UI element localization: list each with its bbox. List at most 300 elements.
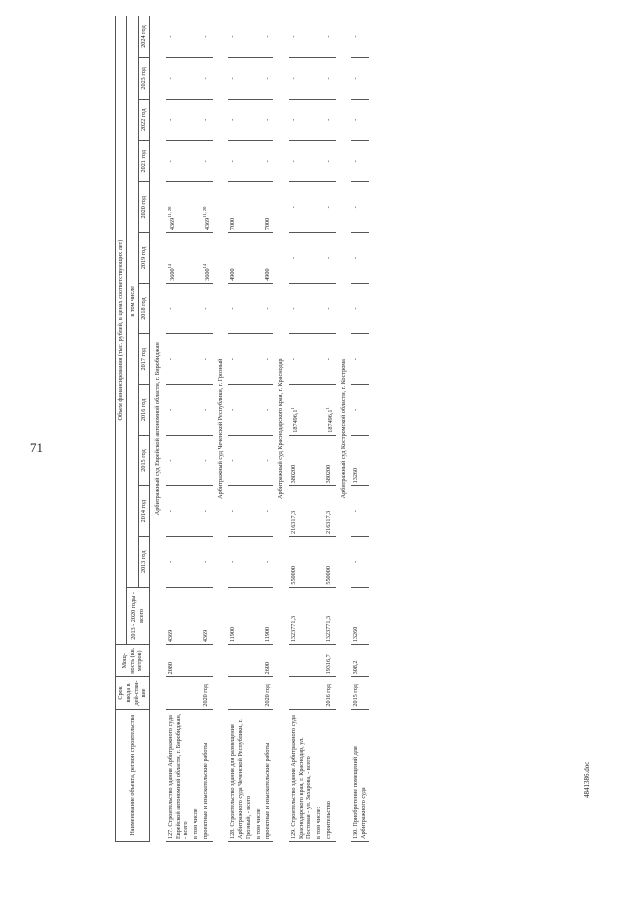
- cell-value: -: [289, 358, 297, 361]
- cell-y2024: [263, 16, 273, 58]
- cell-value: -: [264, 160, 272, 163]
- cell-y2021: [201, 141, 213, 182]
- cell-value: 3600: [168, 268, 176, 281]
- cell-term: [166, 677, 191, 709]
- cell-y2021: [263, 141, 273, 182]
- table-row: [166, 16, 191, 842]
- cell-y2015: [351, 435, 369, 486]
- cell-y2013: [351, 536, 369, 587]
- header-power: Мощ-ность (кв. метров): [116, 645, 150, 677]
- object-name: Приобретение помещений для Арбитражного суда: [352, 746, 368, 839]
- cell-total: [263, 587, 273, 645]
- cell-value: 11900: [264, 626, 272, 643]
- cell-y2014: [166, 486, 191, 537]
- cell-value: -: [264, 459, 272, 462]
- cell-y2018: [263, 283, 273, 334]
- cell-y2019: [201, 233, 213, 284]
- cell-value: -: [324, 160, 332, 163]
- cell-y2013: [201, 536, 213, 587]
- object-name-cell: [289, 709, 314, 841]
- cell-total: [351, 587, 369, 645]
- cell-y2023: [263, 58, 273, 99]
- cell-y2022: [351, 99, 369, 140]
- cell-value: -: [352, 160, 360, 163]
- cell-value: -: [201, 510, 209, 513]
- section-title: Арбитражный суд Краснодарского края, г. Краснодар: [277, 358, 285, 499]
- cell-power: [254, 645, 264, 677]
- cell-y2013: [324, 536, 336, 587]
- cell-value: -: [324, 77, 332, 80]
- object-name: в том числе: [254, 808, 262, 839]
- cell-y2015: [324, 435, 336, 486]
- cell-total: [201, 587, 213, 645]
- cell-y2015: [191, 435, 201, 486]
- cell-value: -: [264, 358, 272, 361]
- cell-value: -: [289, 118, 297, 121]
- cell-value: -: [201, 358, 209, 361]
- cell-y2014: [201, 486, 213, 537]
- object-name: Строительство здания Арбитражного суда Краснодарского края, г. Краснодар, ул. Постовая - ул. Захарова, - всего: [289, 715, 313, 839]
- header-year: 2022 год: [139, 99, 150, 140]
- section-title-row: [150, 16, 166, 842]
- cell-value: 2016 год: [324, 684, 332, 707]
- cell-y2021: [289, 141, 314, 182]
- cell-power: [191, 645, 201, 677]
- table-body: [150, 16, 369, 842]
- cell-value: 4369: [166, 629, 174, 643]
- cell-term: [351, 677, 369, 709]
- footnote-mark: 1: [289, 407, 295, 410]
- cell-y2013: [263, 536, 273, 587]
- cell-value: -: [166, 118, 174, 121]
- row-number: 129.: [289, 828, 297, 839]
- cell-y2024: [228, 16, 253, 58]
- cell-power: [289, 645, 314, 677]
- section-title: Арбитражный суд Еврейской автономной области, г. Биробиджан: [154, 342, 161, 516]
- header-year: 2016 год: [139, 385, 150, 436]
- cell-value: -: [289, 35, 297, 38]
- cell-value: 4369: [201, 629, 209, 643]
- cell-value: -: [352, 358, 360, 361]
- cell-y2021: [228, 141, 253, 182]
- cell-power: [228, 645, 253, 677]
- cell-y2024: [191, 16, 201, 58]
- cell-y2017: [166, 334, 191, 385]
- cell-y2017: [228, 334, 253, 385]
- cell-y2022: [166, 99, 191, 140]
- cell-value: 380200: [289, 464, 297, 484]
- cell-power: [324, 645, 336, 677]
- section-title: Арбитражный суд Чеченской Республики, г. Грозный: [216, 358, 224, 499]
- cell-y2019: [191, 233, 201, 284]
- object-name-cell: [191, 709, 201, 841]
- object-name-cell: [324, 709, 336, 841]
- cell-value: -: [229, 358, 237, 361]
- cell-value: 216317,3: [289, 510, 297, 534]
- cell-y2020: [254, 182, 264, 233]
- cell-y2014: [254, 486, 264, 537]
- cell-y2013: [289, 536, 314, 587]
- cell-y2022: [228, 99, 253, 140]
- cell-y2016: [254, 385, 264, 436]
- cell-y2020: [324, 182, 336, 233]
- table-row: [254, 16, 264, 842]
- cell-value: -: [166, 77, 174, 80]
- cell-value: -: [229, 560, 237, 563]
- cell-value: -: [289, 77, 297, 80]
- cell-value: 1323771,3: [324, 615, 332, 643]
- cell-value: 380200: [324, 464, 332, 484]
- cell-y2023: [201, 58, 213, 99]
- cell-y2016: [314, 385, 324, 436]
- header-year: 2023 год: [139, 58, 150, 99]
- cell-value: 308,2: [352, 660, 360, 675]
- cell-y2019: [289, 233, 314, 284]
- cell-value: -: [201, 160, 209, 163]
- cell-value: -: [201, 77, 209, 80]
- cell-y2015: [263, 435, 273, 486]
- cell-power: [351, 645, 369, 677]
- cell-y2013: [166, 536, 191, 587]
- cell-y2018: [314, 283, 324, 334]
- cell-y2017: [314, 334, 324, 385]
- cell-total: [289, 587, 314, 645]
- cell-value: -: [201, 560, 209, 563]
- cell-total: [166, 587, 191, 645]
- cell-y2018: [228, 283, 253, 334]
- object-name-cell: [254, 709, 264, 841]
- object-name-cell: [351, 709, 369, 841]
- cell-y2021: [191, 141, 201, 182]
- cell-term: [228, 677, 253, 709]
- cell-value: 550000: [324, 566, 332, 585]
- table-row: [289, 16, 314, 842]
- cell-y2017: [263, 334, 273, 385]
- cell-value: 7000: [264, 217, 272, 231]
- cell-y2024: [351, 16, 369, 58]
- cell-y2018: [289, 283, 314, 334]
- cell-y2019: [351, 233, 369, 284]
- cell-y2019: [228, 233, 253, 284]
- object-name: строительство: [324, 801, 332, 839]
- cell-y2017: [201, 334, 213, 385]
- cell-value: 4369: [168, 217, 176, 231]
- cell-y2015: [201, 435, 213, 486]
- cell-y2022: [191, 99, 201, 140]
- cell-power: [201, 645, 213, 677]
- cell-y2016: [324, 385, 336, 436]
- object-name-cell: [314, 709, 324, 841]
- cell-value: 4900: [264, 268, 272, 281]
- cell-value: -: [352, 77, 360, 80]
- cell-value: -: [324, 206, 332, 209]
- page-number: 71: [30, 440, 43, 455]
- cell-term: [191, 677, 201, 709]
- cell-y2022: [263, 99, 273, 140]
- cell-term: [263, 677, 273, 709]
- cell-value: -: [352, 408, 360, 411]
- cell-y2020: [201, 182, 213, 233]
- cell-value: 3600: [203, 268, 211, 281]
- header-total: 2013 - 2020 годы - всего: [126, 587, 149, 645]
- cell-value: -: [324, 307, 332, 310]
- cell-y2016: [166, 385, 191, 436]
- cell-value: -: [324, 35, 332, 38]
- row-number: 130.: [352, 828, 360, 839]
- cell-y2014: [324, 486, 336, 537]
- cell-y2023: [166, 58, 191, 99]
- cell-y2014: [351, 486, 369, 537]
- cell-value: -: [352, 118, 360, 121]
- cell-y2023: [314, 58, 324, 99]
- cell-total: [228, 587, 253, 645]
- cell-value: -: [201, 408, 209, 411]
- cell-value: -: [264, 510, 272, 513]
- cell-y2015: [289, 435, 314, 486]
- cell-total: [254, 587, 264, 645]
- cell-value: -: [352, 510, 360, 513]
- section-title-row: [273, 16, 289, 842]
- cell-value: 2020 год: [201, 684, 209, 707]
- cell-value: -: [229, 77, 237, 80]
- cell-y2023: [289, 58, 314, 99]
- cell-y2020: [289, 182, 314, 233]
- cell-y2017: [351, 334, 369, 385]
- header-year: 2021 год: [139, 141, 150, 182]
- cell-power: [314, 645, 324, 677]
- cell-value: 11900: [229, 626, 237, 643]
- cell-y2019: [254, 233, 264, 284]
- cell-value: -: [229, 118, 237, 121]
- cell-y2020: [166, 182, 191, 233]
- object-name-cell: [263, 709, 273, 841]
- cell-y2024: [254, 16, 264, 58]
- cell-y2018: [166, 283, 191, 334]
- cell-y2019: [314, 233, 324, 284]
- cell-value: -: [166, 35, 174, 38]
- cell-y2017: [324, 334, 336, 385]
- cell-value: 216317,3: [324, 510, 332, 534]
- table-row: [351, 16, 369, 842]
- object-name-cell: [228, 709, 253, 841]
- cell-y2019: [263, 233, 273, 284]
- header-year: 2015 год: [139, 435, 150, 486]
- cell-value: -: [289, 307, 297, 310]
- object-name: проектные и изыскательские работы: [264, 742, 272, 839]
- cell-value: -: [352, 206, 360, 209]
- cell-value: -: [264, 408, 272, 411]
- cell-y2015: [314, 435, 324, 486]
- cell-value: 4900: [229, 268, 237, 281]
- cell-y2020: [191, 182, 201, 233]
- cell-total: [324, 587, 336, 645]
- cell-value: -: [324, 358, 332, 361]
- cell-value: -: [264, 118, 272, 121]
- header-year: 2018 год: [139, 283, 150, 334]
- cell-y2017: [289, 334, 314, 385]
- cell-y2018: [191, 283, 201, 334]
- cell-value: -: [352, 256, 360, 259]
- header-year: 2024 год: [139, 16, 150, 58]
- cell-y2016: [263, 385, 273, 436]
- cell-y2016: [191, 385, 201, 436]
- cell-power: [263, 645, 273, 677]
- cell-value: -: [229, 408, 237, 411]
- cell-value: -: [289, 160, 297, 163]
- cell-y2020: [351, 182, 369, 233]
- cell-y2021: [351, 141, 369, 182]
- cell-value: 4369: [203, 217, 211, 231]
- object-name: в том числе:: [315, 806, 323, 839]
- footer-filename: 4841386.doc: [583, 761, 591, 798]
- cell-y2017: [254, 334, 264, 385]
- cell-y2023: [324, 58, 336, 99]
- table-row: [324, 16, 336, 842]
- cell-y2014: [263, 486, 273, 537]
- rotated-page: [115, 16, 615, 842]
- cell-y2013: [191, 536, 201, 587]
- object-name: Строительство здания Арбитражного суда Еврейской автономной области, г. Биробиджан, - всего: [166, 713, 190, 839]
- cell-value: -: [289, 206, 297, 209]
- cell-y2022: [314, 99, 324, 140]
- cell-value: 550000: [289, 566, 297, 585]
- cell-value: 19316,7: [324, 654, 332, 675]
- cell-y2024: [201, 16, 213, 58]
- cell-value: -: [166, 510, 174, 513]
- cell-y2015: [228, 435, 253, 486]
- cell-value: -: [229, 510, 237, 513]
- cell-y2017: [191, 334, 201, 385]
- cell-total: [191, 587, 201, 645]
- cell-y2022: [324, 99, 336, 140]
- cell-value: -: [229, 35, 237, 38]
- cell-y2022: [201, 99, 213, 140]
- cell-y2021: [166, 141, 191, 182]
- cell-y2023: [191, 58, 201, 99]
- section-title-row: [336, 16, 352, 842]
- cell-y2024: [324, 16, 336, 58]
- cell-value: -: [264, 77, 272, 80]
- cell-y2018: [201, 283, 213, 334]
- cell-value: -: [289, 256, 297, 259]
- cell-term: [314, 677, 324, 709]
- cell-y2023: [228, 58, 253, 99]
- table-row: [228, 16, 253, 842]
- cell-y2024: [289, 16, 314, 58]
- object-name-cell: [201, 709, 213, 841]
- object-name-cell: [166, 709, 191, 841]
- cell-y2023: [351, 58, 369, 99]
- cell-value: -: [166, 459, 174, 462]
- cell-term: [324, 677, 336, 709]
- cell-y2024: [314, 16, 324, 58]
- row-number: 127.: [166, 828, 174, 839]
- cell-value: 1323771,3: [289, 615, 297, 643]
- section-title-row: [213, 16, 229, 842]
- cell-total: [314, 587, 324, 645]
- cell-y2019: [324, 233, 336, 284]
- cell-value: 13260: [352, 626, 360, 643]
- cell-value: -: [352, 35, 360, 38]
- cell-value: -: [166, 160, 174, 163]
- cell-y2014: [191, 486, 201, 537]
- table-row: [191, 16, 201, 842]
- header-term: Срок ввода в дей-стви-вие: [116, 677, 150, 709]
- cell-value: 7000: [229, 217, 237, 231]
- footnote-mark: 14: [201, 263, 207, 269]
- cell-y2018: [254, 283, 264, 334]
- cell-value: -: [166, 358, 174, 361]
- cell-y2013: [314, 536, 324, 587]
- cell-y2022: [289, 99, 314, 140]
- footnote-mark: 11, 20: [166, 206, 172, 218]
- cell-y2022: [254, 99, 264, 140]
- footnote-mark: 1: [324, 407, 330, 410]
- cell-y2016: [351, 385, 369, 436]
- cell-value: -: [229, 160, 237, 163]
- cell-y2016: [289, 385, 314, 436]
- cell-y2013: [254, 536, 264, 587]
- cell-y2016: [228, 385, 253, 436]
- cell-y2020: [228, 182, 253, 233]
- cell-value: -: [264, 35, 272, 38]
- cell-value: -: [229, 307, 237, 310]
- cell-value: -: [264, 560, 272, 563]
- cell-value: -: [166, 408, 174, 411]
- cell-value: -: [201, 307, 209, 310]
- cell-y2020: [263, 182, 273, 233]
- section-title: Арбитражный суд Костромской области, г. Кострома: [339, 359, 347, 499]
- header-year: 2017 год: [139, 334, 150, 385]
- cell-value: 2080: [166, 662, 174, 675]
- table-row: [201, 16, 213, 842]
- cell-y2016: [201, 385, 213, 436]
- cell-value: -: [352, 307, 360, 310]
- cell-y2018: [324, 283, 336, 334]
- cell-value: -: [166, 307, 174, 310]
- cell-y2014: [314, 486, 324, 537]
- header-year: 2019 год: [139, 233, 150, 284]
- cell-value: 13260: [352, 467, 360, 484]
- header-year: 2020 год: [139, 182, 150, 233]
- cell-y2014: [289, 486, 314, 537]
- cell-y2019: [166, 233, 191, 284]
- financing-table: [115, 16, 369, 842]
- cell-value: -: [324, 118, 332, 121]
- cell-y2021: [324, 141, 336, 182]
- object-name: проектные и изыскательские работы: [201, 742, 209, 839]
- header-volume: Объем финансирования (тыс. рублей, в ценах соответствующих лет): [116, 16, 127, 645]
- cell-y2021: [254, 141, 264, 182]
- cell-y2015: [166, 435, 191, 486]
- cell-value: 187496,1: [291, 409, 299, 433]
- cell-value: 2600: [264, 662, 272, 675]
- footnote-mark: 14: [166, 263, 172, 269]
- cell-power: [166, 645, 191, 677]
- cell-y2013: [228, 536, 253, 587]
- header-year: 2014 год: [139, 486, 150, 537]
- table-row: [263, 16, 273, 842]
- cell-y2014: [228, 486, 253, 537]
- cell-value: -: [352, 560, 360, 563]
- cell-y2024: [166, 16, 191, 58]
- cell-value: -: [201, 35, 209, 38]
- cell-value: 187496,1: [326, 409, 334, 433]
- cell-term: [201, 677, 213, 709]
- cell-value: -: [229, 459, 237, 462]
- cell-y2023: [254, 58, 264, 99]
- header-name: Наименование объекта, регион строительства: [116, 709, 150, 841]
